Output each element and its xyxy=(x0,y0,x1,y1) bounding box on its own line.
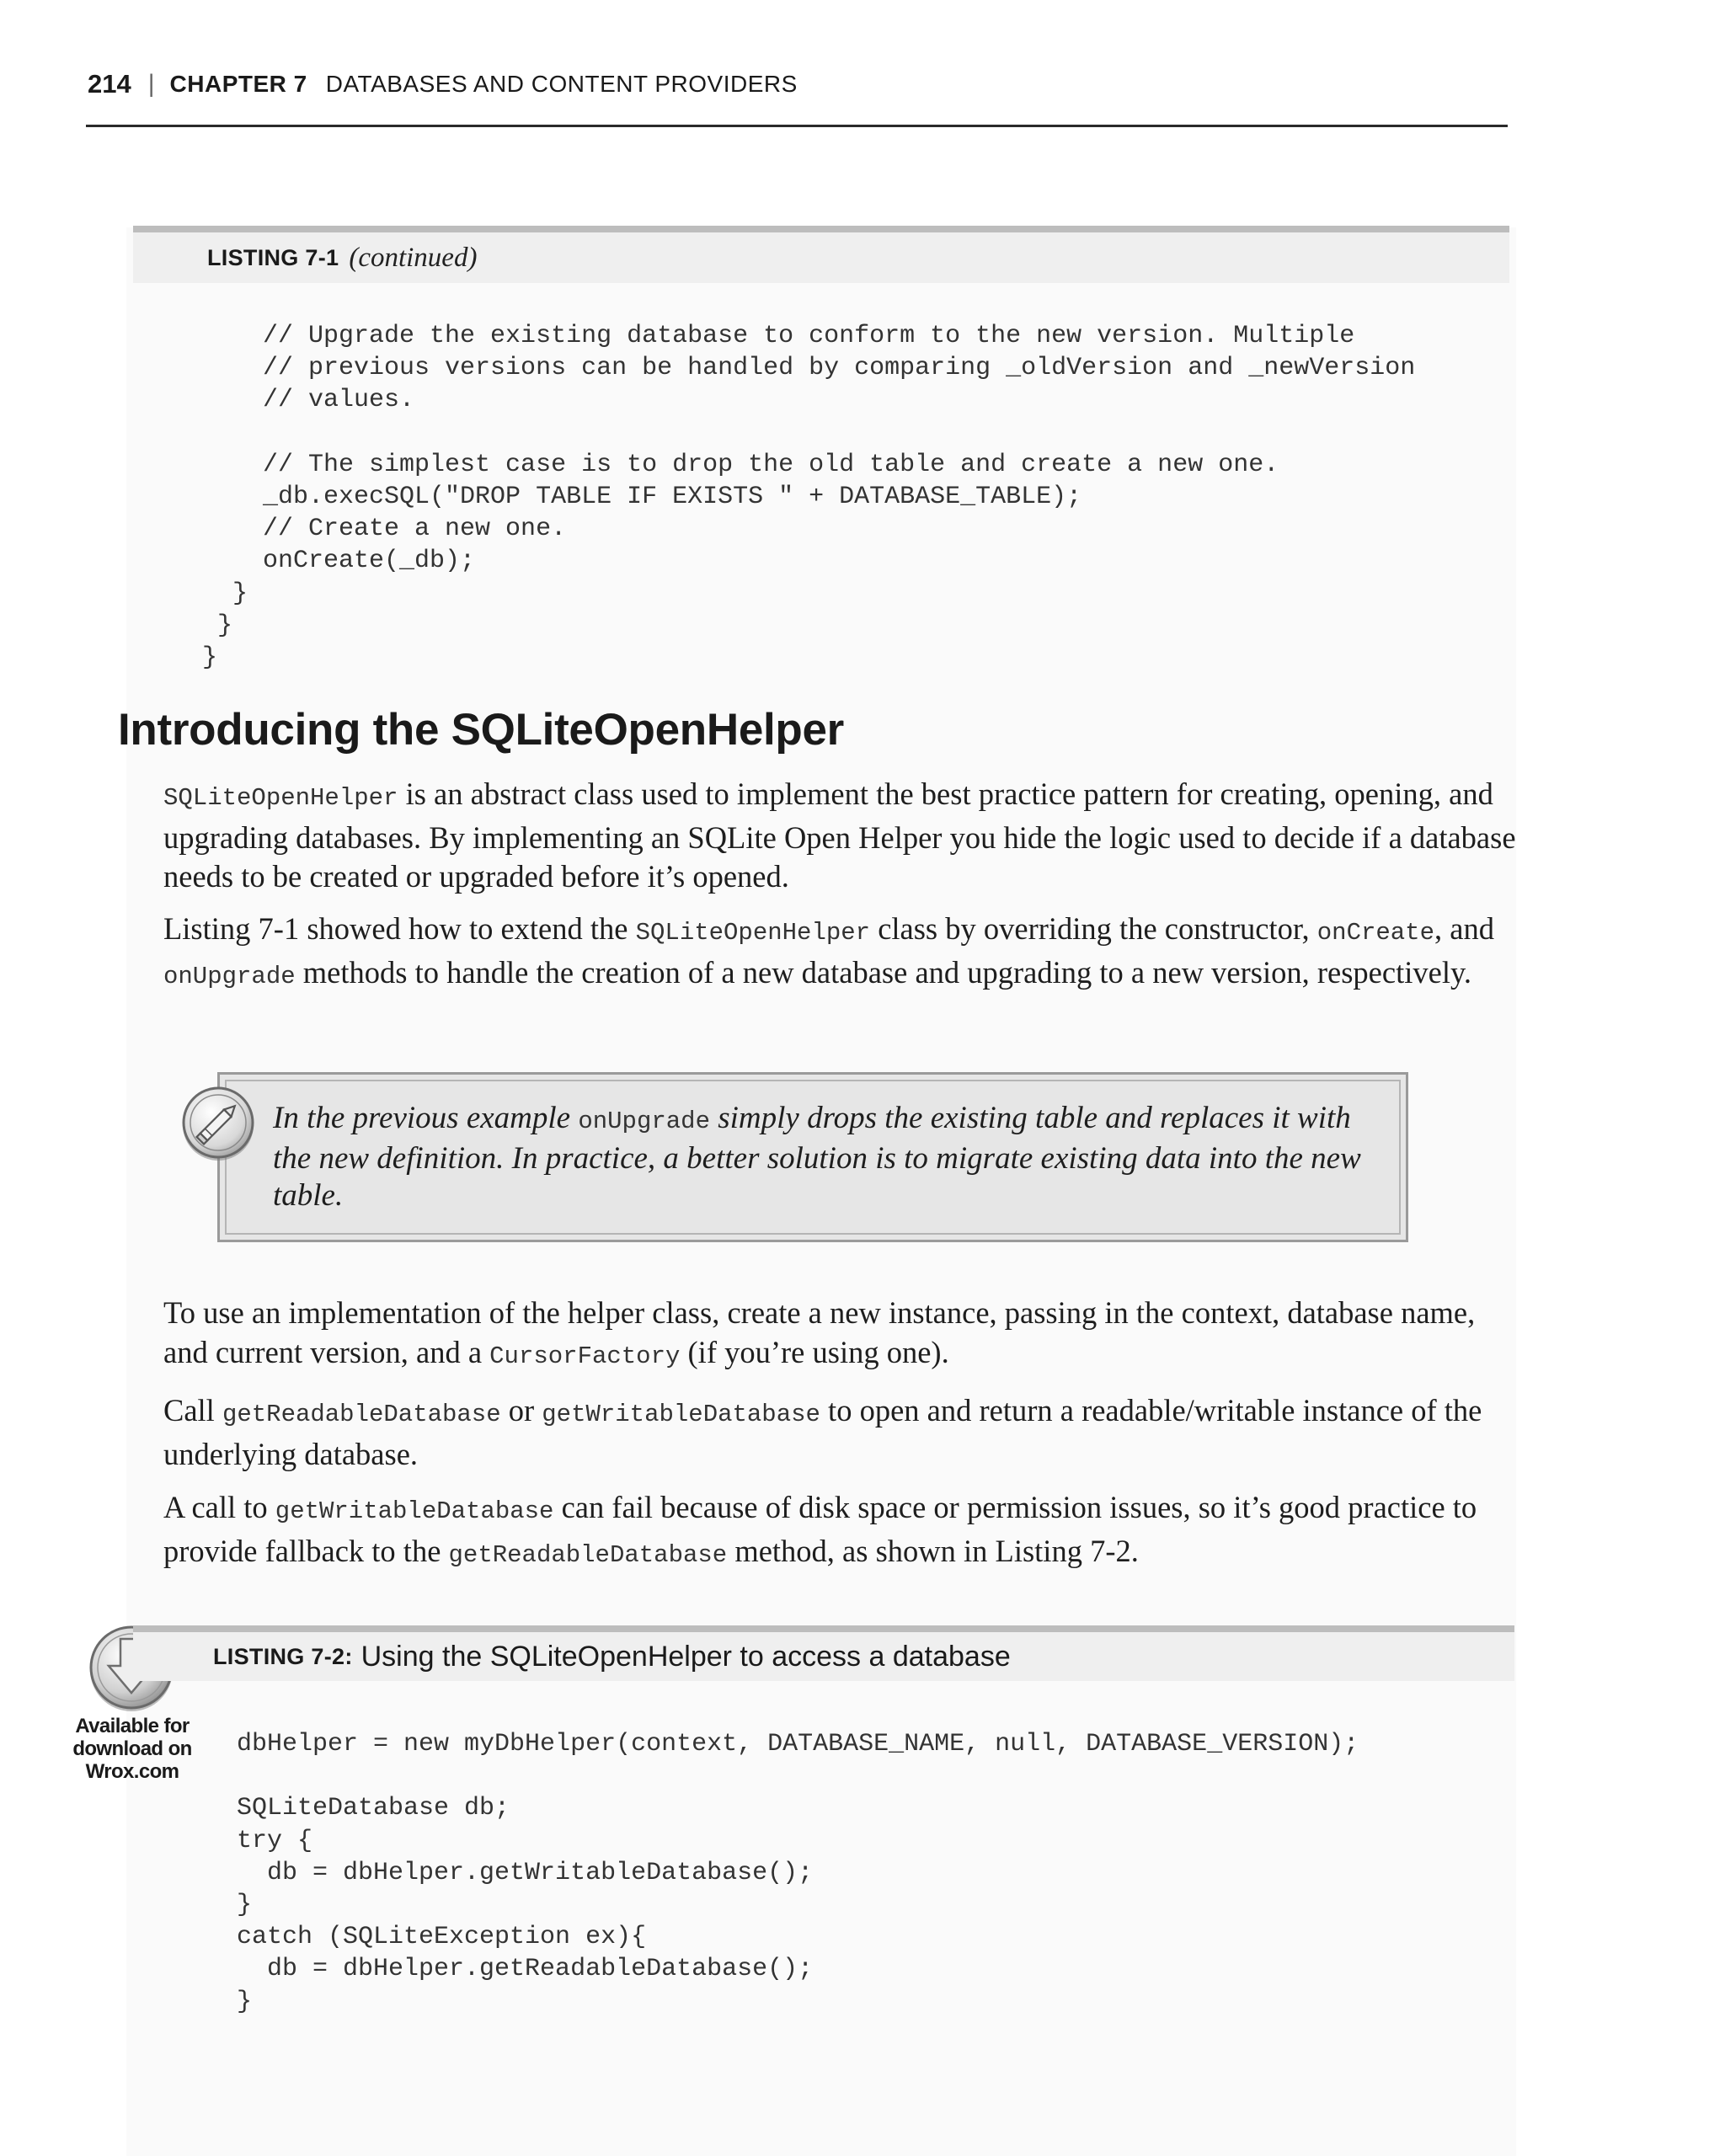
inline-code: getReadableDatabase xyxy=(448,1540,728,1569)
page-number: 214 xyxy=(88,69,131,99)
inline-code: CursorFactory xyxy=(489,1342,681,1370)
inline-code: getWritableDatabase xyxy=(542,1401,820,1428)
download-line: download on xyxy=(72,1737,192,1760)
paragraph-text: methods to handle the creation of a new database and upgrading to a new version, respectively. xyxy=(295,954,1471,990)
paragraph-text: Listing 7-1 showed how to extend the xyxy=(163,911,636,946)
paragraph-fallback xyxy=(163,1488,1521,1575)
paragraph-listing-reference xyxy=(163,910,1521,996)
listing-label: LISTING 7-2: xyxy=(213,1643,353,1669)
inline-code: getReadableDatabase xyxy=(222,1401,501,1428)
inline-code: onUpgrade xyxy=(163,962,296,990)
code-line: dbHelper = new myDbHelper(context, DATABASE_NAME, null, DATABASE_VERSION); xyxy=(237,1730,1359,1758)
note-text-part: simply drops the existing table and replaces it with the new definition. In practice, a better solution is to migrate existing data into the new table. xyxy=(273,1101,1361,1213)
paragraph-text: can fail because of disk space or permission issues, so it’s good practice to provide fallback to the xyxy=(163,1490,1477,1568)
paragraph-text: , and xyxy=(1434,911,1494,946)
inline-code: SQLiteOpenHelper xyxy=(163,784,398,812)
code-line: } xyxy=(237,1987,253,2016)
code-line: db = dbHelper.getReadableDatabase(); xyxy=(237,1955,814,1984)
listing-continued: (continued) xyxy=(349,242,478,273)
code-line: catch (SQLiteException ex){ xyxy=(237,1923,647,1952)
code-line: } xyxy=(202,611,233,640)
listing-title: Using the SQLiteOpenHelper to access a database xyxy=(360,1640,1011,1673)
listing-label: LISTING 7-1 xyxy=(207,244,339,270)
code-line xyxy=(237,1760,1359,1792)
chapter-label: CHAPTER 7 xyxy=(169,71,307,97)
code-line: } xyxy=(237,1890,253,1919)
code-line: db = dbHelper.getWritableDatabase(); xyxy=(237,1858,814,1887)
paragraph-text: is an abstract class used to implement the best practice pattern for creating, opening, and upgrading databases. By implementing an SQLite Open Helper you hide the logic used to decide if a database needs to be created or upgraded before it’s opened. xyxy=(163,776,1516,894)
code-line: } xyxy=(202,643,218,672)
chapter-title: DATABASES AND CONTENT PROVIDERS xyxy=(325,71,798,97)
pencil-icon xyxy=(179,1085,257,1162)
paragraph-get-database xyxy=(163,1391,1521,1474)
listing-7-2-header xyxy=(133,1625,1514,1681)
listing-7-2-code xyxy=(237,1728,1359,2018)
section-heading: Introducing the SQLiteOpenHelper xyxy=(118,705,845,755)
paragraph-text: or xyxy=(500,1393,542,1428)
code-line: try { xyxy=(237,1826,313,1855)
paragraph-helper-instance xyxy=(163,1294,1521,1376)
listing-7-1-header xyxy=(133,226,1509,283)
inline-code: getWritableDatabase xyxy=(275,1497,554,1525)
paragraph-text: (if you’re using one). xyxy=(680,1334,949,1369)
paragraph-text: class by overriding the constructor, xyxy=(870,911,1317,946)
code-line: // The simplest case is to drop the old table and create a new one. xyxy=(202,450,1279,479)
code-line: _db.execSQL("DROP TABLE IF EXISTS " + DATABASE_TABLE); xyxy=(202,482,1082,511)
header-rule xyxy=(86,125,1508,127)
paragraph-intro xyxy=(163,775,1521,897)
listing-7-1-code xyxy=(202,320,1415,674)
inline-code: onUpgrade xyxy=(578,1107,710,1135)
paragraph-text: to open and return a readable/writable instance of the underlying database. xyxy=(163,1393,1482,1471)
code-line: SQLiteDatabase db; xyxy=(237,1794,510,1823)
inline-code: SQLiteOpenHelper xyxy=(635,919,871,947)
paragraph-text: method, as shown in Listing 7-2. xyxy=(727,1533,1139,1568)
paragraph-text: Call xyxy=(163,1393,222,1428)
code-line: // Upgrade the existing database to conform to the new version. Multiple xyxy=(202,322,1355,350)
code-line xyxy=(202,417,1415,449)
download-line: Available for xyxy=(75,1715,190,1737)
code-line: } xyxy=(202,579,248,608)
header-separator: | xyxy=(147,70,155,98)
download-line: Wrox.com xyxy=(85,1760,179,1783)
code-line: onCreate(_db); xyxy=(202,547,476,576)
inline-code: onCreate xyxy=(1316,919,1434,947)
code-line: // values. xyxy=(202,386,415,415)
running-head xyxy=(88,66,798,103)
paragraph-text: To use an implementation of the helper class, create a new instance, passing in the context, database name, and current version, and a xyxy=(163,1295,1476,1369)
note-text-part: In the previous example xyxy=(273,1101,579,1135)
download-badge-text xyxy=(69,1715,195,1783)
paragraph-text: A call to xyxy=(163,1490,275,1524)
note-text xyxy=(273,1100,1385,1214)
code-line: // Create a new one. xyxy=(202,515,567,544)
code-line: // previous versions can be handled by comparing _oldVersion and _newVersion xyxy=(202,354,1416,383)
